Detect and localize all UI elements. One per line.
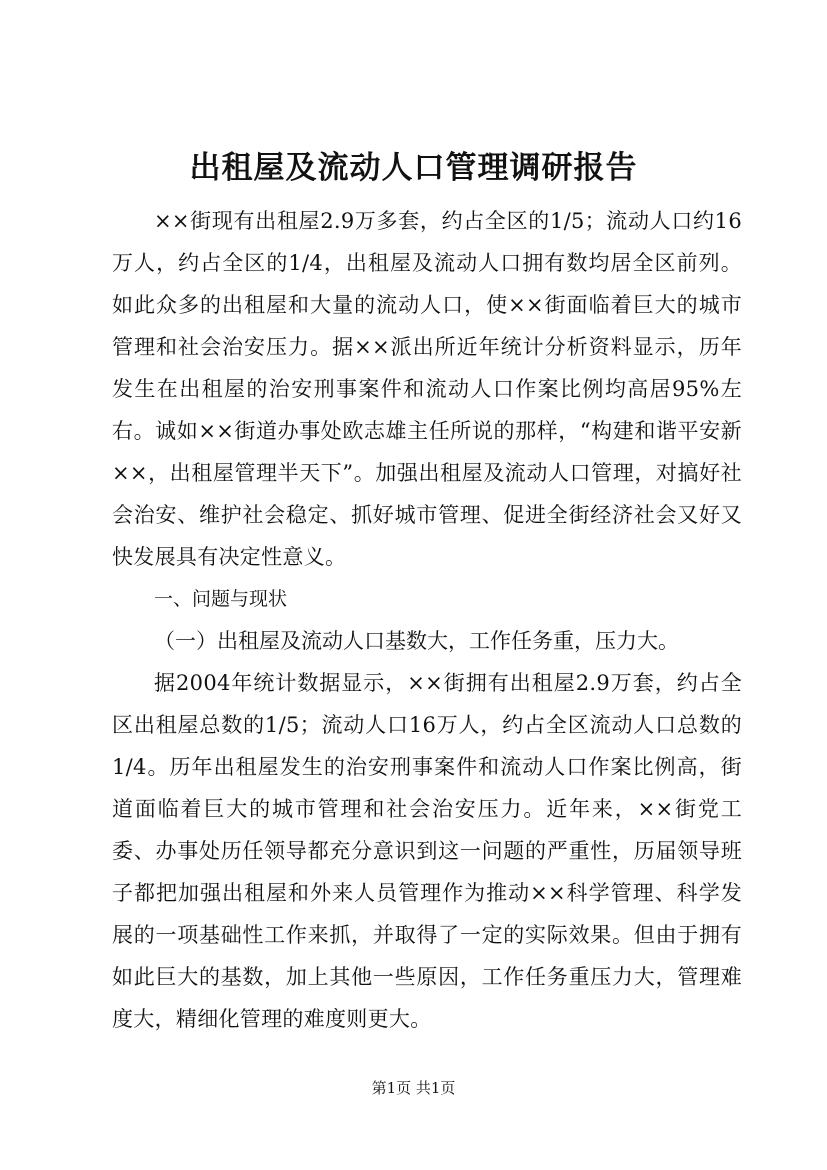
subsection-heading: （一）出租屋及流动人口基数大，工作任务重，压力大。: [154, 629, 679, 653]
section-heading: 一、问题与现状: [154, 588, 288, 610]
section-paragraph: 据2004年统计数据显示，××街拥有出租屋2.9万套，约占全区出租屋总数的1/5；流动人口16万人，约占全区流动人口总数的1/4。历年出租屋发生的治安刑事案件和流动人口作案比例高，街道面临着巨大的城市管理和社会治安压力。近年来，××街党工委、办事处历任领导都充分意识到这一问题的严重性，历届领导班子都把加强出租屋和外来人员管理作为推动××科学管理、科学发展的一项基础性工作来抓，并取得了一定的实际效果。但由于拥有如此巨大的基数，加上其他一些原因，工作任务重压力大，管理难度大，精细化管理的难度则更大。: [112, 671, 742, 1031]
document-body: [112, 200, 742, 1040]
document-title: 出租屋及流动人口管理调研报告: [189, 150, 638, 186]
page-number-footer: 第1页 共1页: [371, 1079, 456, 1097]
intro-paragraph: ××街现有出租屋2.9万多套，约占全区的1/5；流动人口约16万人，约占全区的1/4，出租屋及流动人口拥有数均居全区前列。如此众多的出租屋和大量的流动人口，使××街面临着巨大的城市管理和社会治安压力。据××派出所近年统计分析资料显示，历年发生在出租屋的治安刑事案件和流动人口作案比例均高居95%左右。诚如××街道办事处欧志雄主任所说的那样，“构建和谐平安新××，出租屋管理半天下”。加强出租屋及流动人口管理，对搞好社会治安、维护社会稳定、抓好城市管理、促进全街经济社会又好又快发展具有决定性意义。: [112, 209, 742, 569]
